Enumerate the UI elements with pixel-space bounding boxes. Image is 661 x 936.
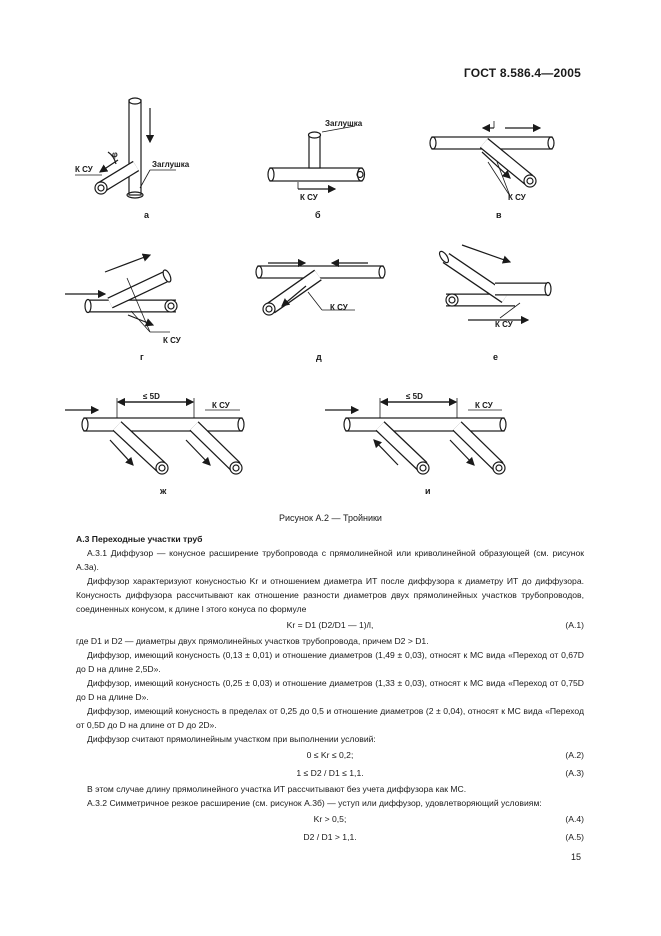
paragraph: А.3.2 Симметричное резкое расширение (см. рисунок А.3б) — уступ или диффузор, удовлетворяющий условиям: — [87, 798, 542, 808]
panel-label-b: б — [315, 210, 321, 220]
formula — [76, 616, 584, 634]
page-number: 15 — [570, 852, 581, 862]
tee-diagram-a — [75, 98, 176, 198]
paragraph: В этом случае длину прямолинейного участка ИТ рассчитывают без учета диффузора как МС. — [87, 784, 467, 794]
formula — [76, 764, 584, 782]
formula-text: 1 ≤ D2 / D1 ≤ 1,1. — [296, 768, 364, 778]
formula-number: (А.3) — [565, 768, 584, 778]
formula-number: (А.5) — [565, 832, 584, 842]
ksu-label-v: К СУ — [508, 193, 526, 202]
tee-diagram-b — [268, 126, 365, 189]
ksu-label-a: К СУ — [75, 165, 93, 174]
paragraph: Диффузор считают прямолинейным участком при выполнении условий: — [87, 734, 376, 744]
section-heading: А.3 Переходные участки труб — [76, 534, 203, 544]
panel-label-a: а — [144, 210, 150, 220]
paragraph: Диффузор характеризуют конусностью Kr и отношением диаметра ИТ после диффузора к диаметру ИТ до диффузора. Конусность диффузора рассчитывают как отношение разности диаметров двух прямолинейных участков трубопроводов, соединенных конусом, к длине l этого конуса по формуле — [76, 576, 584, 614]
standard-number: ГОСТ 8.586.4—2005 — [463, 66, 581, 80]
angle-label: φ — [112, 150, 118, 159]
formula — [76, 810, 584, 828]
formula — [76, 828, 584, 846]
formula-number: (А.2) — [565, 750, 584, 760]
distance-label-zh: ≤ 5D — [143, 392, 160, 401]
panel-label-i: и — [425, 486, 431, 496]
tee-diagram-g — [65, 255, 177, 332]
formula-text: 0 ≤ Kr ≤ 0,2; — [306, 750, 354, 760]
plug-label-b: Заглушка — [325, 119, 363, 128]
ksu-label-g: К СУ — [163, 336, 181, 345]
formula-number: (А.4) — [565, 814, 584, 824]
formula — [76, 746, 584, 764]
ksu-label-zh: К СУ — [212, 401, 230, 410]
paragraph: Диффузор, имеющий конусность (0,25 ± 0,03) и отношение диаметров (1,33 ± 0,03), относят к МС вида «Переход от 0,75D до D на длине D». — [76, 678, 584, 702]
ksu-label-b: К СУ — [300, 193, 318, 202]
body-text — [76, 532, 584, 846]
distance-label-i: ≤ 5D — [406, 392, 423, 401]
panel-label-d: д — [316, 352, 322, 362]
ksu-label-e: К СУ — [495, 320, 513, 329]
formula-text: Kr > 0,5; — [313, 814, 347, 824]
formula-text: Kr = D1 (D2/D1 — 1)/l, — [286, 620, 374, 630]
ksu-label-i: К СУ — [475, 401, 493, 410]
paragraph: А.3.1 Диффузор — конусное расширение трубопровода с прямолинейной или криволинейной образующей (см. рисунок А.3а). — [76, 548, 584, 572]
ksu-label-d: К СУ — [330, 303, 348, 312]
panel-label-e: е — [493, 352, 499, 362]
tee-diagram-v — [430, 121, 554, 196]
panel-label-v: в — [496, 210, 502, 220]
tee-diagram-e — [438, 245, 551, 320]
figure-caption: Рисунок А.2 — Тройники — [279, 513, 382, 523]
paragraph: Диффузор, имеющий конусность в пределах от 0,25 до 0,5 и отношение диаметров (2 ± 0,04), относят к МС вида «Переход от 0,5D до D на длине от D до 2D». — [76, 706, 584, 730]
paragraph: Диффузор, имеющий конусность (0,13 ± 0,01) и отношение диаметров (1,49 ± 0,03), относят к МС вида «Переход от 0,67D до D на длине 2,5D». — [76, 650, 584, 674]
formula-text: D2 / D1 > 1,1. — [303, 832, 357, 842]
paragraph: где D1 и D2 — диаметры двух прямолинейных участков трубопровода, причем D2 > D1. — [76, 636, 429, 646]
plug-label-a: Заглушка — [152, 160, 190, 169]
panel-label-zh: ж — [160, 486, 167, 496]
tee-diagram-d — [256, 263, 385, 315]
panel-label-g: г — [140, 352, 144, 362]
formula-number: (А.1) — [565, 620, 584, 630]
